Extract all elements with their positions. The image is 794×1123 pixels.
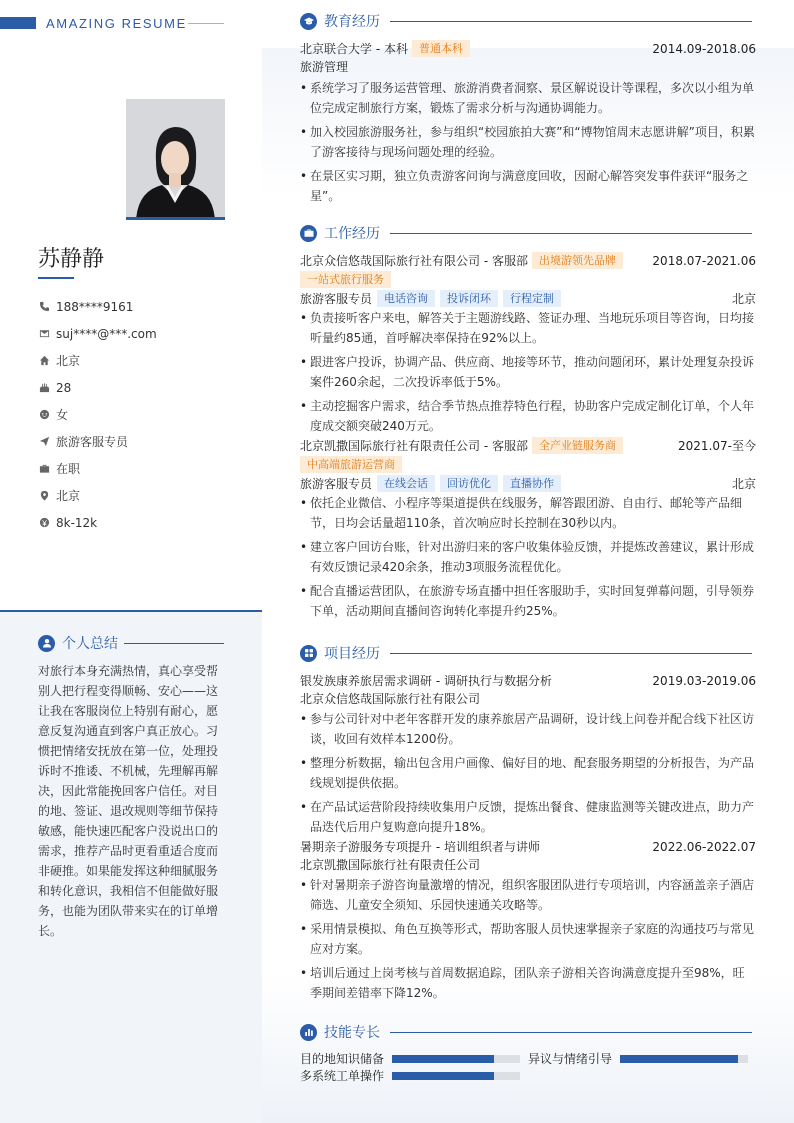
- section-heading: [300, 221, 756, 245]
- summary-text: 对旅行本身充满热情，真心享受帮别人把行程变得顺畅、安心——这让我在客服岗位上特别有耐心，愿意反复沟通直到客户真正放心。习惯把情绪安抚放在第一位，处理投诉时不推诿、不机械，先理解再解决，因此常能挽回客户信任。对目的地、签证、退改规则等细节保持敏感，能快速匹配客户没说出口的需求，推荐产品时更看重适合度而非硬推。如果能发挥这种细腻服务和转化意识，我相信不但能做好服务，也能为团队带来实在的订单增长。: [38, 664, 219, 938]
- contact-info: [38, 293, 238, 536]
- list-item: • 在景区实习期，独立负责游客问询与满意度回收，因耐心解答突发事件获评“服务之星”。: [300, 166, 756, 206]
- skill-tag: 电话咨询: [377, 290, 435, 307]
- person-icon: [38, 635, 55, 652]
- education-date: 2014.09-2018.06: [652, 41, 756, 56]
- summary-heading: [38, 633, 224, 653]
- job-role-row: [300, 289, 756, 308]
- graduation-cap-icon: [300, 13, 317, 30]
- education-section: [300, 9, 756, 210]
- list-item: • 培训后通过上岗考核与首周数据追踪，团队亲子游相关咨询满意度提升至98%，旺季期间差错率下降12%。: [300, 963, 756, 1003]
- list-item: • 跟进客户投诉，协调产品、供应商、地接等环节，推动问题闭环，累计处理复杂投诉案件260余起，二次投诉率低于5%。: [300, 352, 756, 392]
- info-status: [38, 455, 238, 482]
- project-entry: [300, 671, 756, 837]
- skill-tag: 回访优化: [440, 475, 498, 492]
- skill-item: [528, 1050, 756, 1067]
- job-header: [300, 436, 756, 455]
- skill-bar: [392, 1055, 520, 1063]
- info-text: 女: [56, 408, 69, 422]
- job-role: 旅游客服专员: [300, 292, 373, 306]
- location-icon: [38, 490, 50, 502]
- major: 旅游管理: [300, 60, 349, 74]
- name-underline: [38, 277, 74, 279]
- section-divider: [390, 21, 752, 22]
- info-position: [38, 428, 238, 455]
- skill-bar-fill: [620, 1055, 738, 1063]
- school-name: 北京联合大学 - 本科: [300, 42, 408, 56]
- profile-name: 苏静静: [38, 247, 105, 272]
- education-row: [300, 39, 756, 58]
- section-heading: [300, 9, 756, 33]
- company-tag: 中高端旅游运营商: [300, 456, 402, 473]
- project-entry: [300, 837, 756, 1003]
- list-item: • 参与公司针对中老年客群开发的康养旅居产品调研，设计线上问卷并配合线下社区访谈，收回有效样本1200份。: [300, 709, 756, 749]
- section-title: 工作经历: [324, 226, 380, 242]
- job-bullets: [300, 308, 756, 436]
- school-tag: 普通本科: [412, 40, 470, 57]
- section-divider: [390, 233, 752, 234]
- job-entry: [300, 436, 756, 621]
- skill-row: [300, 1067, 756, 1084]
- list-item: • 采用情景模拟、角色互换等形式，帮助客服人员快速掌握亲子家庭的沟通技巧与常见应对方案。: [300, 919, 756, 959]
- skill-bar: [392, 1072, 520, 1080]
- profile-photo: [126, 99, 225, 220]
- info-text: 8k-12k: [56, 515, 98, 530]
- company-tag: 一站式旅行服务: [300, 271, 391, 288]
- info-gender: [38, 401, 238, 428]
- list-item: • 在产品试运营阶段持续收集用户反馈，提炼出餐食、健康监测等关键改进点，助力产品迭代后用户复购意向提升18%。: [300, 797, 756, 837]
- list-item: • 整理分析数据，输出包含用户画像、偏好目的地、配套服务期望的分析报告，为产品线规划提供依据。: [300, 753, 756, 793]
- info-text: 28: [56, 380, 72, 395]
- list-item: • 负责接听客户来电，解答关于主题游线路、签证办理、当地玩乐项目等咨询，日均接听量约85通，首呼解决率保持在92%以上。: [300, 308, 756, 348]
- skill-name: 异议与情绪引导: [528, 1052, 613, 1066]
- money-icon: [38, 517, 50, 529]
- job-entry: [300, 251, 756, 436]
- skill-item: [300, 1067, 530, 1084]
- phone-icon: [38, 301, 50, 313]
- info-text: 北京: [56, 489, 81, 503]
- company-tag: 全产业链服务商: [532, 437, 623, 454]
- grid-icon: [300, 645, 317, 662]
- job-date: 2021.07-至今: [678, 439, 756, 453]
- portrait-image: [126, 99, 225, 220]
- project-org: 北京凯撒国际旅行社有限责任公司: [300, 858, 481, 872]
- info-text: 188****9161: [56, 299, 134, 314]
- job-city: 北京: [731, 477, 756, 491]
- job-tags-row: [300, 270, 756, 289]
- brand-divider: [188, 23, 224, 24]
- project-bullets: [300, 875, 756, 1003]
- section-heading: [300, 641, 756, 665]
- section-divider: [390, 653, 752, 654]
- briefcase-icon: [300, 225, 317, 242]
- company-name: 北京众信悠哉国际旅行社有限公司 - 客服部: [300, 254, 528, 268]
- section-heading: [300, 1020, 756, 1044]
- skill-tag: 直播协作: [503, 475, 561, 492]
- info-phone: [38, 293, 238, 320]
- briefcase-icon: [38, 463, 50, 475]
- info-location: [38, 482, 238, 509]
- skill-name: 目的地知识储备: [300, 1052, 385, 1066]
- bar-chart-icon: [300, 1024, 317, 1041]
- list-item: • 针对暑期亲子游咨询量激增的情况，组织客服团队进行专项培训，内容涵盖亲子酒店筛选、儿童安全须知、乐园快速通关攻略等。: [300, 875, 756, 915]
- left-column: [0, 0, 262, 1123]
- home-icon: [38, 355, 50, 367]
- project-date: 2022.06-2022.07: [652, 839, 756, 854]
- job-bullets: [300, 493, 756, 621]
- education-bullets: [300, 78, 756, 206]
- section-divider: [390, 1032, 752, 1033]
- job-date: 2018.07-2021.06: [652, 253, 756, 268]
- list-item: • 加入校园旅游服务社，参与组织“校园旅拍大赛”和“博物馆周末志愿讲解”项目，积累了游客接待与现场问题处理的经验。: [300, 122, 756, 162]
- brand-label: AMAZING RESUME: [46, 16, 187, 31]
- job-tags-row: [300, 455, 756, 474]
- section-title: 项目经历: [324, 646, 380, 662]
- summary-divider: [124, 643, 224, 644]
- section-title: 教育经历: [324, 14, 380, 30]
- skill-bar-fill: [392, 1072, 494, 1080]
- project-bullets: [300, 709, 756, 837]
- info-home: [38, 347, 238, 374]
- info-age: [38, 374, 238, 401]
- list-item: • 配合直播运营团队，在旅游专场直播中担任客服助手，实时回复弹幕问题，引导领券下单，活动期间直播间咨询转化率提升约25%。: [300, 581, 756, 621]
- skills-section: [300, 1020, 756, 1084]
- list-item: • 主动挖掘客户需求，结合季节热点推荐特色行程，协助客户完成定制化订单，个人年度成交额突破240万元。: [300, 396, 756, 436]
- info-email: [38, 320, 238, 347]
- info-text: suj****@***.com: [56, 326, 157, 341]
- info-text: 在职: [56, 462, 81, 476]
- section-title: 技能专长: [324, 1025, 380, 1041]
- list-item: • 依托企业微信、小程序等渠道提供在线服务，解答跟团游、自由行、邮轮等产品细节，日均会话量超110条，首次响应时长控制在30秒以内。: [300, 493, 756, 533]
- job-role: 旅游客服专员: [300, 477, 373, 491]
- info-salary: [38, 509, 238, 536]
- info-text: 旅游客服专员: [56, 435, 129, 449]
- skill-bar-fill: [392, 1055, 494, 1063]
- company-name: 北京凯撒国际旅行社有限责任公司 - 客服部: [300, 439, 528, 453]
- list-item: • 建立客户回访台账，针对出游归来的客户收集体验反馈，并提炼改善建议，累计形成有效反馈记录420余条，推动3项服务流程优化。: [300, 537, 756, 577]
- skill-item: [300, 1050, 528, 1067]
- send-icon: [38, 436, 50, 448]
- job-header: [300, 251, 756, 270]
- skill-tag: 行程定制: [503, 290, 561, 307]
- skill-bar: [620, 1055, 748, 1063]
- project-org: 北京众信悠哉国际旅行社有限公司: [300, 692, 481, 706]
- projects-section: [300, 641, 756, 1007]
- brand-bar: [0, 17, 36, 29]
- skill-name: 多系统工单操作: [300, 1069, 385, 1083]
- job-city: 北京: [731, 292, 756, 306]
- skill-tag: 在线会话: [377, 475, 435, 492]
- company-tag: 出境游领先品牌: [532, 252, 623, 269]
- work-section: [300, 221, 756, 625]
- skill-tag: 投诉闭环: [440, 290, 498, 307]
- project-header: [300, 671, 756, 690]
- project-name: 银发族康养旅居需求调研 - 调研执行与数据分析: [300, 674, 552, 688]
- cake-icon: [38, 382, 50, 394]
- job-role-row: [300, 474, 756, 493]
- project-header: [300, 837, 756, 856]
- skill-row: [300, 1050, 756, 1067]
- info-text: 北京: [56, 354, 81, 368]
- mail-icon: [38, 328, 50, 340]
- face-icon: [38, 409, 50, 421]
- project-date: 2019.03-2019.06: [652, 673, 756, 688]
- summary-title: 个人总结: [62, 636, 118, 652]
- list-item: • 系统学习了服务运营管理、旅游消费者洞察、景区解说设计等课程，多次以小组为单位完成定制旅行方案，锻炼了需求分析与沟通协调能力。: [300, 78, 756, 118]
- project-name: 暑期亲子游服务专项提升 - 培训组织者与讲师: [300, 840, 540, 854]
- skills-list: [300, 1050, 756, 1084]
